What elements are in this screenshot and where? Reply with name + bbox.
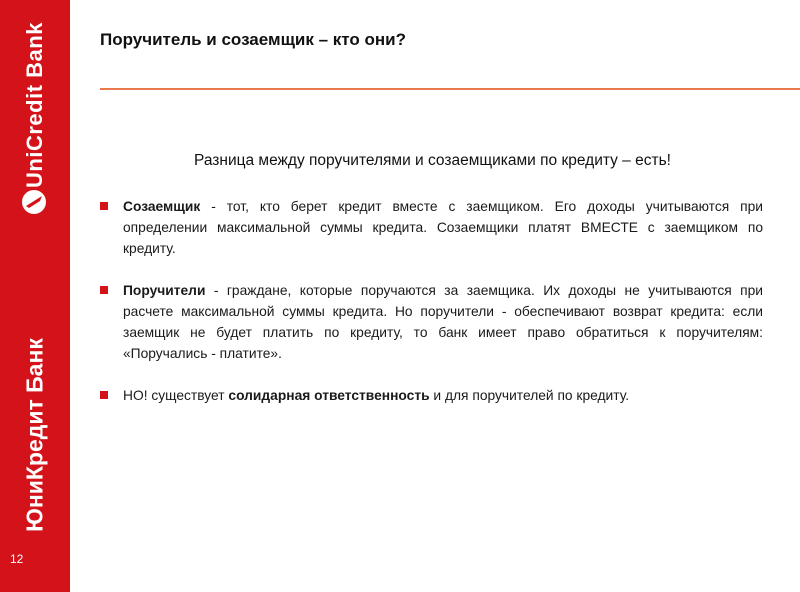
unicredit-emblem-icon [20,188,48,216]
page-number: 12 [10,552,24,566]
title-divider [100,88,800,90]
bullet-item-guarantors [100,280,763,364]
definition-guarantors: - граждане, которые поручаются за заемщика. Их доходы не учитываются при расчете максимальной суммы кредита. Но поручители - обеспечивают возврат кредита: если заемщик не будет платить по кредиту, то банк имеет право обратиться к поручителям: «Поручались - платите». [123,283,763,361]
bullet-item-joint-liability [100,385,763,406]
slide-title: Поручитель и созаемщик – кто они? [100,30,406,49]
term-guarantors: Поручители [123,283,206,298]
logo-text-en: UniCredit Bank [22,22,47,188]
bullet-item-co-borrower [100,196,763,259]
slide-subtitle: Разница между поручителями и созаемщиками по кредиту – есть! [194,152,671,169]
definition-co-borrower: - тот, кто берет кредит вместе с заемщиком. Его доходы учитываются при определении максимальной суммы кредита. Созаемщики платят ВМЕСТЕ с заемщиком по кредиту. [123,199,763,256]
joint-liability-prefix: НО! существует [123,388,229,403]
unicredit-logo [2,0,68,220]
logo-text-ru: ЮниКредит Банк [21,338,48,532]
bullet-square-icon [100,202,108,210]
joint-liability-suffix: и для поручителей по кредиту. [429,388,630,403]
term-co-borrower: Созаемщик [123,199,201,214]
term-joint-liability: солидарная ответственность [228,388,430,403]
unicredit-logo-ru [2,330,68,540]
bullet-square-icon [100,286,108,294]
brand-sidebar [0,0,70,592]
bullet-square-icon [100,391,108,399]
bullet-list [100,196,763,427]
